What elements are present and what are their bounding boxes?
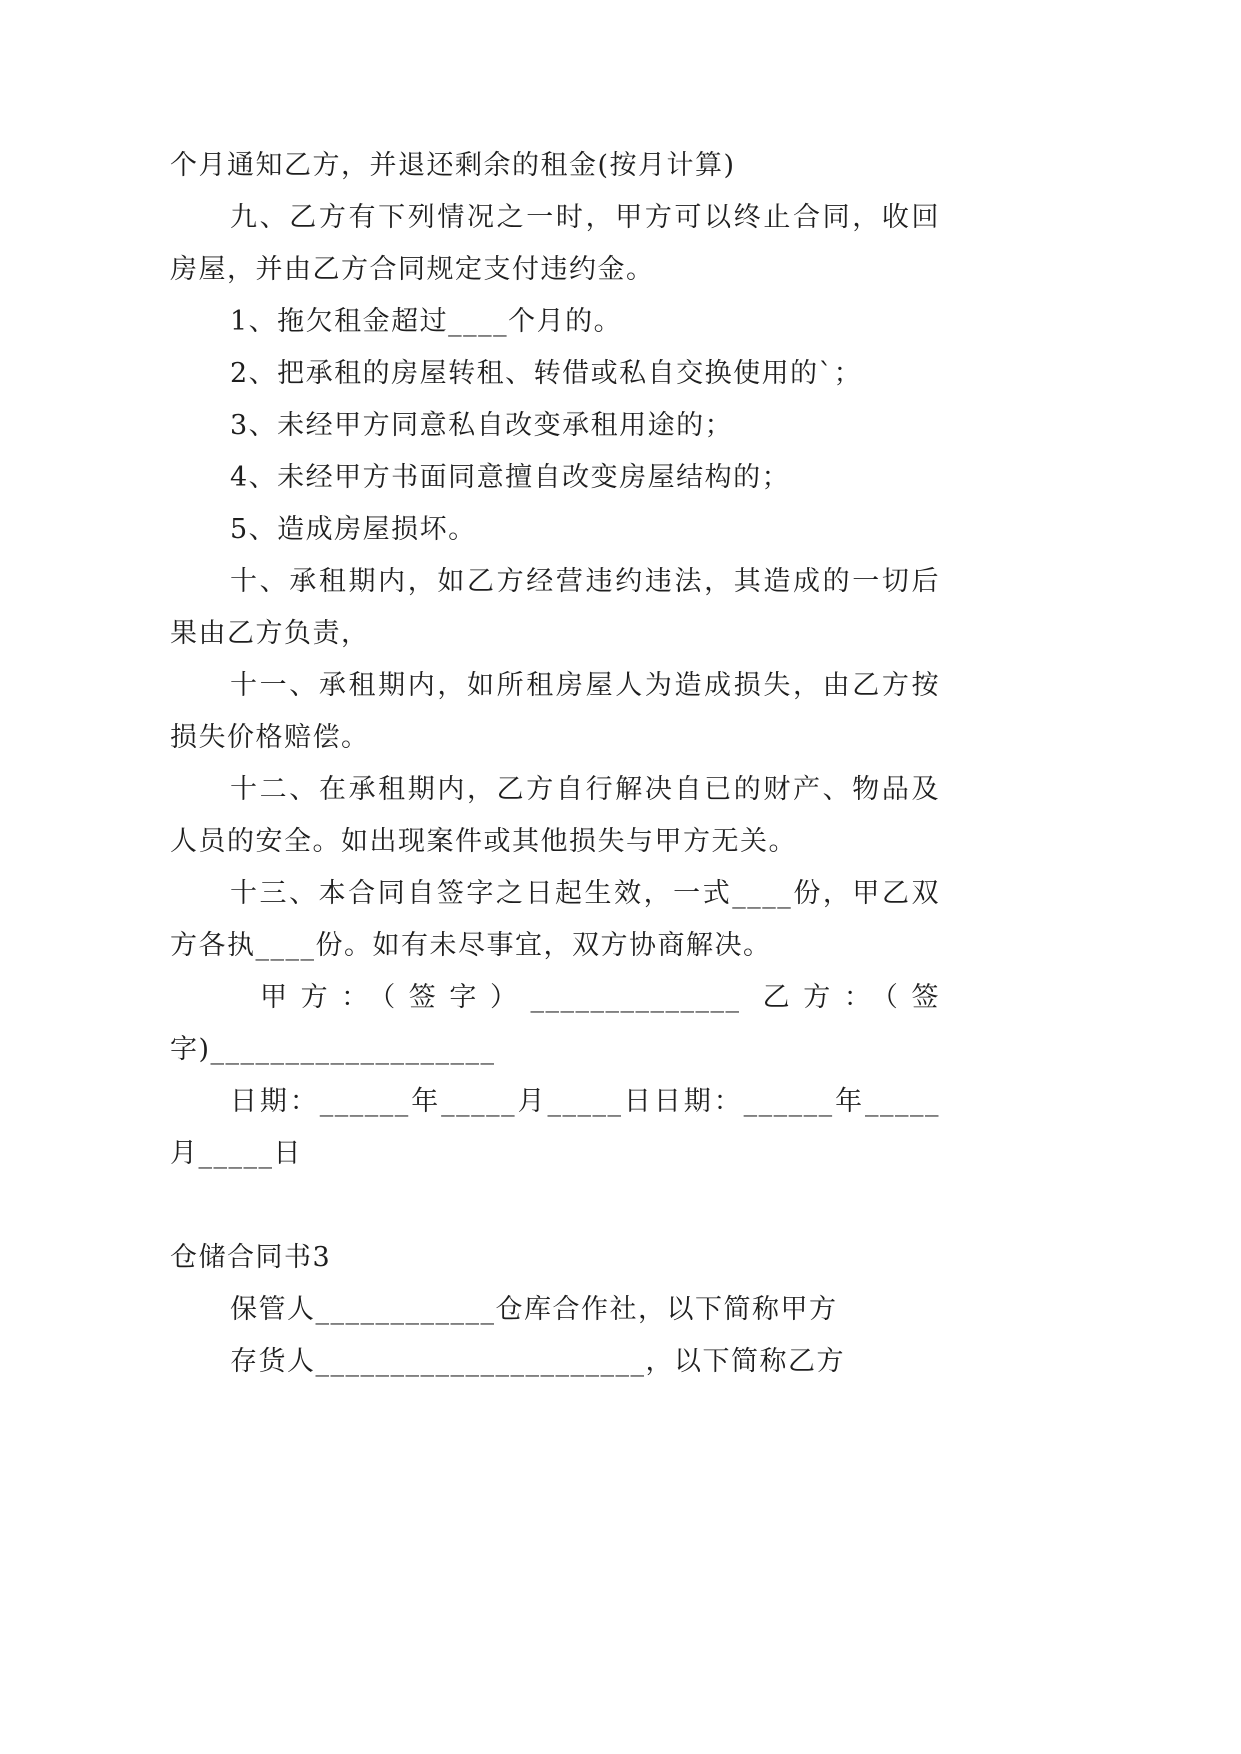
- date-line: 日期：______年_____月_____日日期：______年_____: [230, 1086, 940, 1117]
- clause-twelve-line: 人员的安全。如出现案件或其他损失与甲方无关。: [170, 826, 797, 857]
- clause-eleven-line: 十一、承租期内，如所租房屋人为造成损失，由乙方按: [230, 670, 940, 701]
- clause-nine-line: 房屋，并由乙方合同规定支付违约金。: [170, 254, 655, 285]
- paragraph-line: 个月通知乙方，并退还剩余的租金(按月计算): [170, 150, 736, 181]
- date-line: 月_____日: [170, 1138, 302, 1169]
- clause-item-4: 4、未经甲方书面同意擅自改变房屋结构的；: [230, 462, 791, 493]
- depositor-line: 存货人______________________，以下简称乙方: [230, 1346, 845, 1377]
- clause-ten-line: 果由乙方负责，: [170, 618, 370, 649]
- clause-thirteen-line: 十三、本合同自签字之日起生效，一式____份，甲乙双: [230, 878, 940, 909]
- blank-line: [170, 1180, 940, 1232]
- clause-item-1: 1、拖欠租金超过____个月的。: [230, 306, 623, 337]
- clause-item-5: 5、造成房屋损坏。: [230, 514, 477, 545]
- clause-item-3: 3、未经甲方同意私自改变承租用途的；: [230, 410, 734, 441]
- clause-eleven-line: 损失价格赔偿。: [170, 722, 370, 753]
- clause-item-2: 2、把承租的房屋转租、转借或私自交换使用的`；: [230, 358, 863, 389]
- clause-twelve-line: 十二、在承租期内，乙方自行解决自已的财产、物品及: [230, 774, 940, 805]
- clause-ten-line: 十、承租期内，如乙方经营违约违法，其造成的一切后: [230, 566, 940, 597]
- signature-line: 字)___________________: [170, 1034, 496, 1065]
- section-title: 仓储合同书3: [170, 1242, 332, 1273]
- document-page: [170, 140, 940, 1388]
- custodian-line: 保管人____________仓库合作社，以下简称甲方: [230, 1294, 838, 1325]
- clause-nine-line: 九、乙方有下列情况之一时，甲方可以终止合同，收回: [230, 202, 940, 233]
- clause-thirteen-line: 方各执____份。如有未尽事宜，双方协商解决。: [170, 930, 772, 961]
- signature-line: 甲方：（签字）______________ 乙方：（签: [260, 982, 940, 1013]
